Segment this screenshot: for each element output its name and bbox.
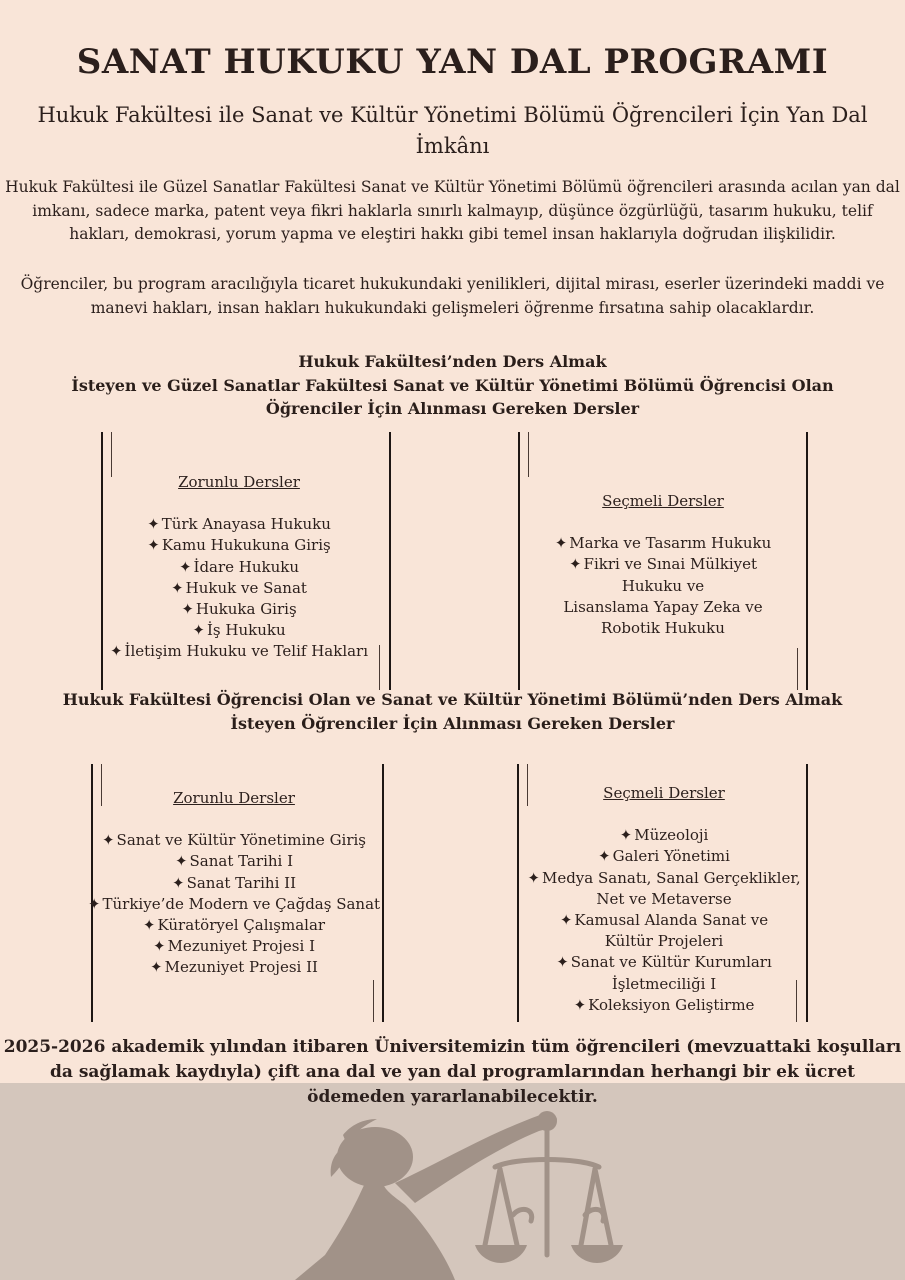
section1-elective-column	[528, 491, 798, 639]
list-item: ✦ Kamusal Alanda Sanat ve	[514, 910, 814, 931]
section1-elective-list	[528, 533, 798, 639]
logo-scale-chain	[500, 1169, 517, 1245]
section1-mandatory-title: Zorunlu Dersler	[178, 473, 300, 491]
four-point-star-icon: ✦	[527, 868, 540, 887]
four-point-star-icon: ✦	[619, 826, 633, 845]
logo-scale-pan	[475, 1245, 527, 1263]
divider-line	[379, 645, 380, 690]
four-point-star-icon: ✦	[598, 847, 611, 866]
list-item: ✦ İdare Hukuku	[104, 557, 374, 578]
divider-line	[101, 432, 103, 690]
logo-scale-chain	[581, 1169, 595, 1245]
four-point-star-icon: ✦	[178, 557, 192, 576]
page-title: SANAT HUKUKU YAN DAL PROGRAMI	[76, 42, 829, 82]
divider-line	[111, 432, 112, 477]
section1-mandatory-column	[104, 472, 374, 663]
section1-mandatory-list	[104, 514, 374, 662]
section1-elective-title: Seçmeli Dersler	[602, 492, 724, 510]
intro-paragraph-2: Öğrenciler, bu program aracılığıyla ticaret hukukundaki yenilikleri, dijital mirası, eserler üzerindeki maddi ve manevi hakları, insan hakları hukukundaki gelişmeleri öğrenme fırsatına sahip olacaklardır.	[20, 275, 885, 317]
four-point-star-icon: ✦	[174, 852, 188, 871]
section2-elective-title: Seçmeli Dersler	[603, 784, 725, 802]
intro-paragraph-1: Hukuk Fakültesi ile Güzel Sanatlar Fakültesi Sanat ve Kültür Yönetimi Bölümü öğrencileri arasında acılan yan dal imkanı, sadece marka, patent veya fikri haklarla sınırlı kalmayıp, düşünce özgürlüğü, tasarım hukuku, telif hakları, demokrasi, yorum yapma ve eleştiri hakkı gibi temel insan haklarıyla doğrudan ilişkilidir.	[5, 178, 900, 243]
section2-heading	[60, 688, 845, 735]
four-point-star-icon: ✦	[147, 536, 160, 555]
list-item: ✦ Mezuniyet Projesi I	[84, 936, 384, 957]
list-item: ✦ Sanat Tarihi I	[84, 851, 384, 872]
list-item: ✦ Küratöryel Çalışmalar	[84, 915, 384, 936]
four-point-star-icon: ✦	[568, 555, 582, 574]
list-item: ✦ Galeri Yönetimi	[514, 846, 814, 867]
four-point-star-icon: ✦	[142, 916, 156, 935]
list-item: ✦ İş Hukuku	[104, 620, 374, 641]
four-point-star-icon: ✦	[192, 621, 205, 640]
four-point-star-icon: ✦	[554, 534, 568, 553]
divider-line	[797, 648, 798, 690]
logo-scroll	[513, 1209, 532, 1221]
section2-elective-list	[514, 825, 814, 1016]
section2-heading-line2: İsteyen Öğrenciler İçin Alınması Gereken Dersler	[230, 713, 675, 733]
list-item: ✦ Hukuk ve Sanat	[104, 578, 374, 599]
four-point-star-icon: ✦	[87, 894, 101, 913]
list-item: ✦ Türkiye’de Modern ve Çağdaş Sanat	[84, 894, 384, 915]
list-item: ✦ Sanat ve Kültür Kurumları	[514, 952, 814, 973]
section2-mandatory-list	[84, 830, 384, 978]
list-item: Hukuku ve	[621, 576, 705, 595]
four-point-star-icon: ✦	[147, 515, 160, 534]
four-point-star-icon: ✦	[573, 995, 587, 1014]
section2-heading-line1: Hukuk Fakültesi Öğrencisi Olan ve Sanat ve Kültür Yönetimi Bölümü’nden Ders Almak	[62, 690, 843, 709]
divider-line	[528, 432, 529, 477]
four-point-star-icon: ✦	[101, 831, 115, 850]
footer-note: 2025-2026 akademik yılından itibaren Üniversitemizin tüm öğrencileri (mevzuattaki koşulları da sağlamak kaydıyla) çift ana dal ve yan dal programlarından herhangi bir ek ücret ödemeden yararlanabilecektir.	[3, 1037, 902, 1107]
divider-line	[389, 432, 391, 690]
list-item: ✦ Türk Anayasa Hukuku	[104, 514, 374, 535]
list-item: ✦ Sanat ve Kültür Yönetimine Giriş	[84, 830, 384, 851]
logo-scale-chain	[485, 1169, 500, 1245]
section1-heading	[60, 350, 845, 421]
list-item: ✦ Fikri ve Sınai Mülkiyet	[528, 554, 798, 575]
logo-hand	[537, 1111, 557, 1131]
section1-heading-line1: Hukuk Fakültesi’nden Ders Almak	[298, 352, 607, 371]
logo-body	[295, 1183, 455, 1280]
section1-heading-line3: Öğrenciler İçin Alınması Gereken Dersler	[265, 399, 640, 418]
section2-elective-column	[514, 783, 814, 1016]
four-point-star-icon: ✦	[153, 937, 166, 956]
four-point-star-icon: ✦	[171, 873, 185, 892]
four-point-star-icon: ✦	[150, 958, 163, 977]
four-point-star-icon: ✦	[559, 911, 573, 930]
list-item: ✦ Marka ve Tasarım Hukuku	[528, 533, 798, 554]
list-item: ✦ Kamu Hukukuna Giriş	[104, 535, 374, 556]
section1-heading-line2: İsteyen ve Güzel Sanatlar Fakültesi Sanat ve Kültür Yönetimi Bölümü Öğrencisi Olan	[71, 375, 834, 395]
list-item: ✦ Mezuniyet Projesi II	[84, 957, 384, 978]
list-item: ✦ Müzeoloji	[514, 825, 814, 846]
divider-line	[518, 432, 520, 690]
four-point-star-icon: ✦	[556, 953, 569, 972]
divider-line	[373, 980, 374, 1022]
list-item: ✦ Sanat Tarihi II	[84, 873, 384, 894]
four-point-star-icon: ✦	[181, 600, 194, 619]
section2-mandatory-column	[84, 788, 384, 979]
lady-justice-scales-logo	[255, 1105, 655, 1280]
list-item: Net ve Metaverse	[596, 889, 732, 908]
list-item: Kültür Projeleri	[604, 932, 724, 951]
list-item: Lisanslama Yapay Zeka ve	[563, 597, 763, 616]
four-point-star-icon: ✦	[109, 642, 123, 661]
list-item: ✦ Medya Sanatı, Sanal Gerçeklikler,	[514, 868, 814, 889]
page-subtitle: Hukuk Fakültesi ile Sanat ve Kültür Yönetimi Bölümü Öğrencileri İçin Yan Dal İmkânı	[37, 103, 868, 158]
section2-mandatory-title: Zorunlu Dersler	[173, 789, 295, 807]
list-item: ✦ İletişim Hukuku ve Telif Hakları	[104, 641, 374, 662]
list-item: Robotik Hukuku	[601, 619, 725, 638]
four-point-star-icon: ✦	[171, 578, 184, 597]
list-item: ✦ Koleksiyon Geliştirme	[514, 995, 814, 1016]
divider-line	[806, 432, 808, 690]
list-item: ✦ Hukuka Giriş	[104, 599, 374, 620]
logo-scale-pan	[571, 1245, 623, 1263]
list-item: İşletmeciliği I	[611, 974, 717, 993]
